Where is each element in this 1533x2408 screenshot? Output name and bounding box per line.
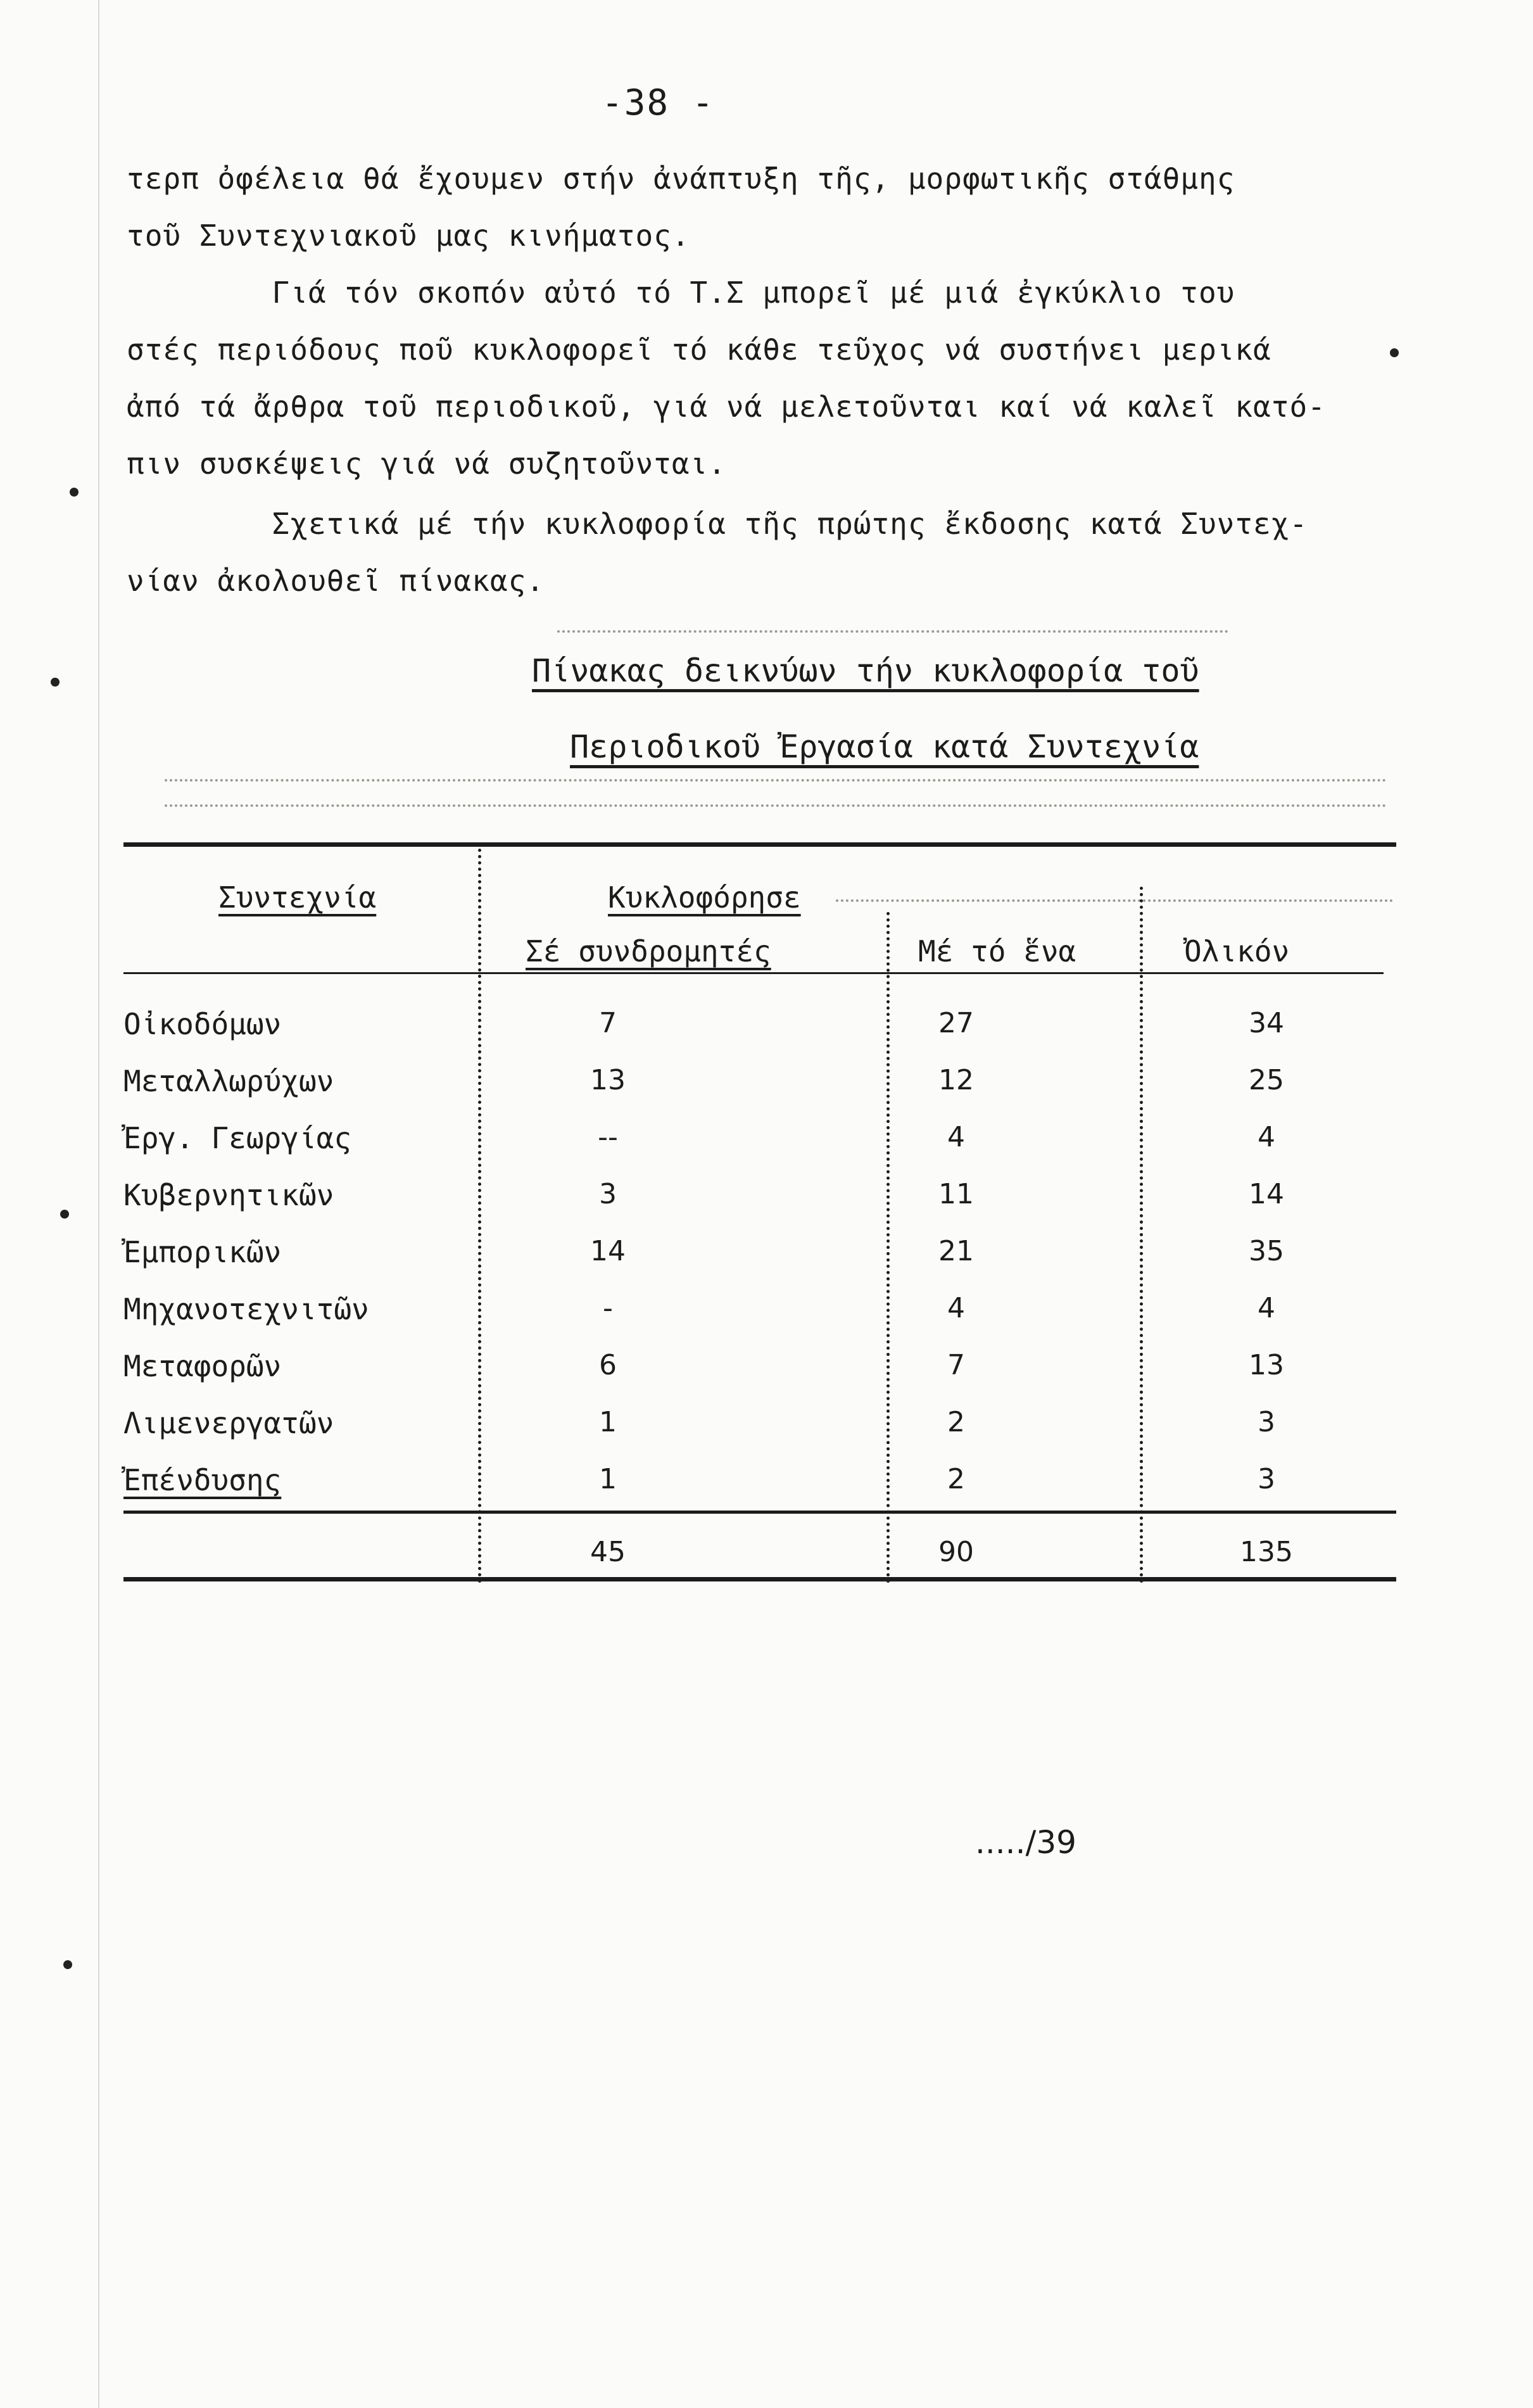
- row-subscribers: 1: [599, 1406, 617, 1438]
- row-subscribers: 14: [590, 1235, 626, 1267]
- row-single: 2: [947, 1406, 965, 1438]
- caption-dotted-rule: [557, 630, 1228, 633]
- scan-speck: [51, 678, 60, 687]
- row-subscribers: 3: [599, 1178, 617, 1210]
- row-union-name: Λιμενεργατῶν: [123, 1406, 334, 1440]
- scan-margin-line: [98, 0, 99, 2408]
- row-subscribers: --: [598, 1121, 618, 1153]
- table-top-rule: [123, 842, 1396, 847]
- table-bottom-rule: [123, 1577, 1396, 1581]
- column-divider: [1140, 887, 1143, 1583]
- column-divider: [478, 849, 481, 1583]
- row-union-name: Μηχανοτεχνιτῶν: [123, 1292, 369, 1326]
- scan-speck: [63, 1960, 72, 1969]
- row-total: 3: [1258, 1406, 1275, 1438]
- row-subscribers: 6: [599, 1349, 617, 1381]
- row-union-name: Μεταφορῶν: [123, 1349, 282, 1383]
- total-overall: 135: [1240, 1536, 1293, 1568]
- row-total: 13: [1249, 1349, 1284, 1381]
- continuation-marker: ...../39: [975, 1824, 1076, 1861]
- table-caption-line1: Πίνακας δεικνύων τήν κυκλοφορία τοῦ: [532, 652, 1199, 689]
- row-single: 11: [938, 1178, 974, 1210]
- total-single: 90: [938, 1536, 974, 1568]
- row-union-name: Κυβερνητικῶν: [123, 1178, 334, 1212]
- row-single: 7: [947, 1349, 965, 1381]
- row-union-name: Ἐργ. Γεωργίας: [123, 1121, 352, 1155]
- header-total: Ὀλικόν: [1184, 934, 1290, 968]
- header-dotted-rule: [836, 899, 1393, 902]
- paragraph-line: τερπ ὀφέλεια θά ἔχουμεν στήν ἀνάπτυξη τῆς, μορφωτικῆς στάθμης: [127, 162, 1235, 196]
- page-number: -38 -: [602, 82, 715, 124]
- row-single: 4: [947, 1121, 965, 1153]
- row-total: 25: [1249, 1064, 1284, 1096]
- totals-top-rule: [123, 1511, 1396, 1514]
- scan-speck: [70, 488, 79, 497]
- row-union-name: Μεταλλωρύχων: [123, 1064, 334, 1098]
- row-single: 12: [938, 1064, 974, 1096]
- caption-dotted-rule: [165, 779, 1387, 782]
- scan-speck: [1390, 348, 1399, 357]
- row-total: 3: [1258, 1463, 1275, 1495]
- row-single: 4: [947, 1292, 965, 1324]
- paragraph-line: νίαν ἀκολουθεῖ πίνακας.: [127, 564, 545, 598]
- paragraph-line: στές περιόδους ποῦ κυκλοφορεῖ τό κάθε τεῦχος νά συστήνει μερικά: [127, 333, 1271, 367]
- header-single: Μέ τό ἕνα: [918, 934, 1076, 968]
- paragraph-line: πιν συσκέψεις γιά νά συζητοῦνται.: [127, 447, 726, 481]
- row-union-name: Ἐμπορικῶν: [123, 1235, 282, 1269]
- header-circulated: Κυκλοφόρησε: [608, 880, 801, 915]
- header-bottom-rule: [123, 972, 1384, 974]
- header-subscribers: Σέ συνδρομητές: [526, 934, 771, 968]
- row-subscribers: 1: [599, 1463, 617, 1495]
- row-single: 21: [938, 1235, 974, 1267]
- paragraph-line: Σχετικά μέ τήν κυκλοφορία τῆς πρώτης ἔκδοσης κατά Συντεχ-: [127, 507, 1308, 541]
- caption-dotted-rule: [165, 804, 1387, 807]
- row-union-name: Ἐπένδυσης: [123, 1463, 282, 1497]
- header-union: Συντεχνία: [218, 880, 377, 915]
- row-subscribers: 13: [590, 1064, 626, 1096]
- paragraph-line: Γιά τόν σκοπόν αὐτό τό Τ.Σ μπορεῖ μέ μιά ἐγκύκλιο του: [127, 276, 1235, 310]
- column-divider: [886, 912, 890, 1583]
- paragraph-line: ἀπό τά ἄρθρα τοῦ περιοδικοῦ, γιά νά μελετοῦνται καί νά καλεῖ κατό-: [127, 390, 1326, 424]
- total-subscribers: 45: [590, 1536, 626, 1568]
- row-single: 27: [938, 1007, 974, 1039]
- row-total: 14: [1249, 1178, 1284, 1210]
- row-subscribers: -: [603, 1292, 613, 1324]
- row-union-name: Οἰκοδόμων: [123, 1007, 282, 1041]
- row-total: 35: [1249, 1235, 1284, 1267]
- row-total: 4: [1258, 1292, 1275, 1324]
- row-total: 34: [1249, 1007, 1284, 1039]
- table-caption-line2: Περιοδικοῦ Ἐργασία κατά Συντεχνία: [570, 728, 1199, 765]
- scan-speck: [60, 1210, 69, 1219]
- paragraph-line: τοῦ Συντεχνιακοῦ μας κινήματος.: [127, 219, 690, 253]
- row-subscribers: 7: [599, 1007, 617, 1039]
- row-total: 4: [1258, 1121, 1275, 1153]
- row-single: 2: [947, 1463, 965, 1495]
